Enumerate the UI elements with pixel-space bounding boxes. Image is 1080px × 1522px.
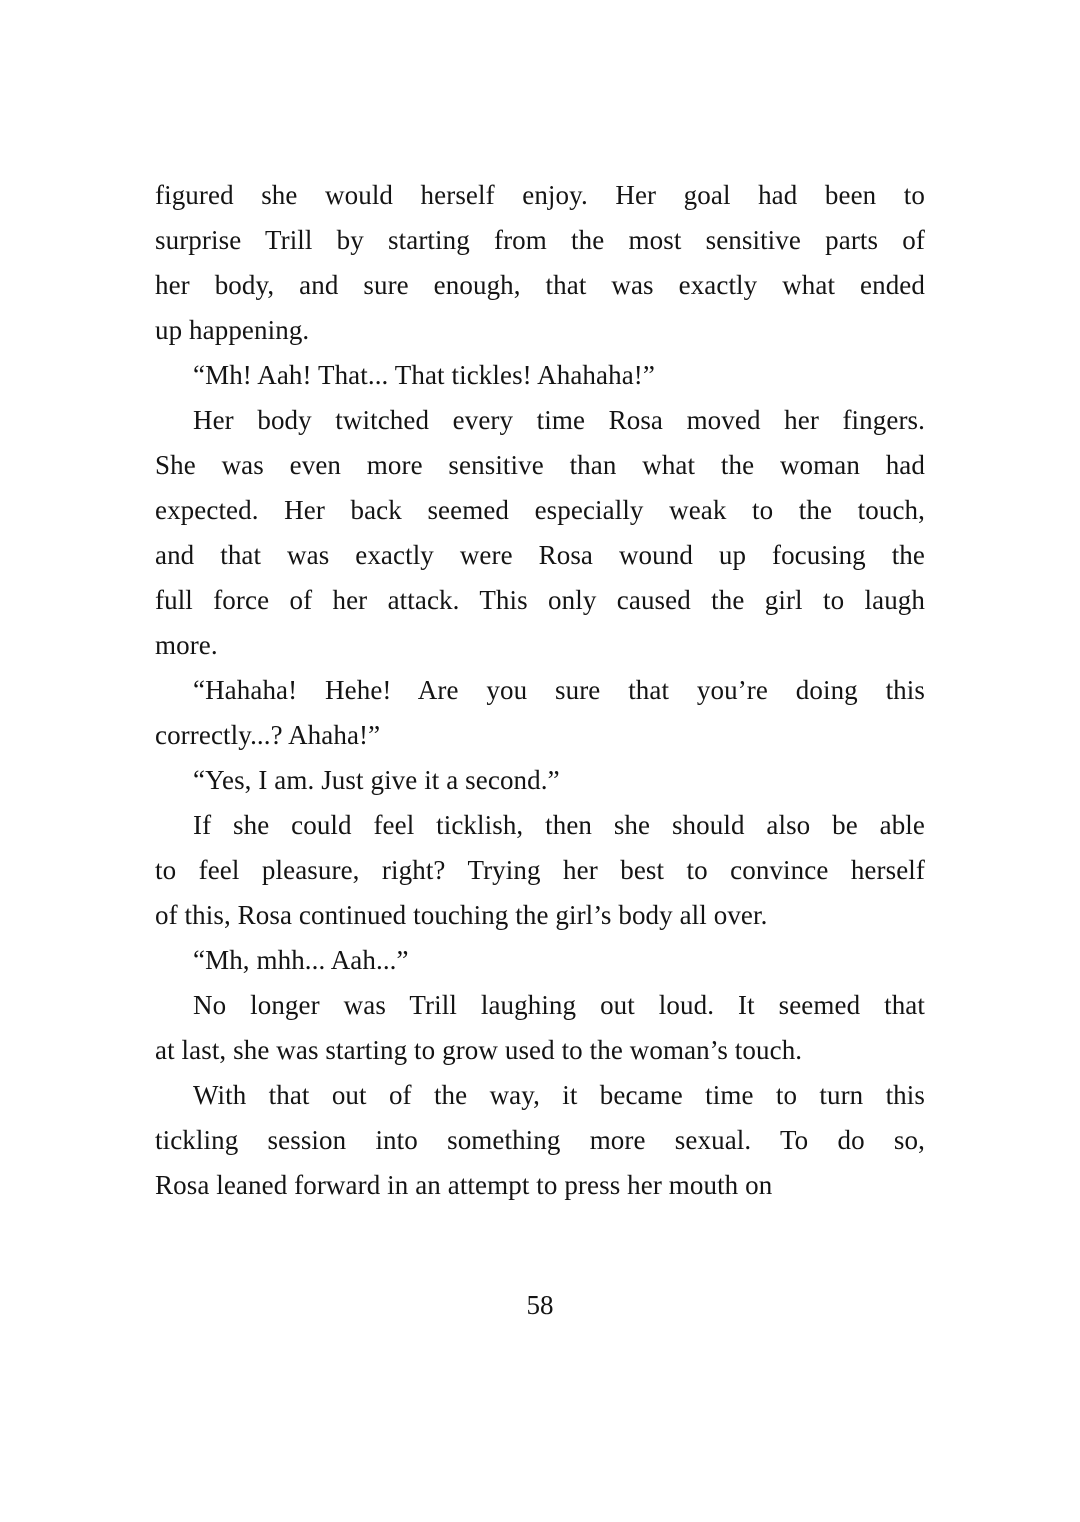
text-line: up happening. bbox=[155, 315, 310, 345]
text-line: at last, she was starting to grow used to the woman’s touch. bbox=[155, 1035, 803, 1065]
text-line: her body, and sure enough, that was exactly what ended bbox=[155, 270, 925, 300]
text-line: “Yes, I am. Just give it a second.” bbox=[193, 765, 560, 795]
text-line: If she could feel ticklish, then she should also be able bbox=[193, 810, 925, 840]
text-line: surprise Trill by starting from the most sensitive parts of bbox=[155, 225, 925, 255]
page-text bbox=[155, 173, 925, 1208]
text-line: to feel pleasure, right? Trying her best to convince herself bbox=[155, 855, 925, 885]
text-line: “Mh! Aah! That... That tickles! Ahahaha!” bbox=[193, 360, 655, 390]
text-line: Her body twitched every time Rosa moved her fingers. bbox=[193, 405, 925, 435]
text-line: No longer was Trill laughing out loud. It seemed that bbox=[193, 990, 925, 1020]
text-line: With that out of the way, it became time to turn this bbox=[193, 1080, 925, 1110]
text-line: expected. Her back seemed especially weak to the touch, bbox=[155, 495, 925, 525]
text-line: “Mh, mhh... Aah...” bbox=[193, 945, 409, 975]
text-line: and that was exactly were Rosa wound up focusing the bbox=[155, 540, 925, 570]
text-line: correctly...? Ahaha!” bbox=[155, 720, 381, 750]
page-number: 58 bbox=[526, 1290, 554, 1320]
text-line: tickling session into something more sexual. To do so, bbox=[155, 1125, 925, 1155]
text-line: She was even more sensitive than what the woman had bbox=[155, 450, 925, 480]
text-line: figured she would herself enjoy. Her goal had been to bbox=[155, 180, 925, 210]
text-line: full force of her attack. This only caused the girl to laugh bbox=[155, 585, 925, 615]
text-line: “Hahaha! Hehe! Are you sure that you’re doing this bbox=[193, 675, 925, 705]
text-line: more. bbox=[155, 630, 218, 660]
text-line: of this, Rosa continued touching the girl’s body all over. bbox=[155, 900, 768, 930]
text-line: Rosa leaned forward in an attempt to press her mouth on bbox=[155, 1170, 773, 1200]
